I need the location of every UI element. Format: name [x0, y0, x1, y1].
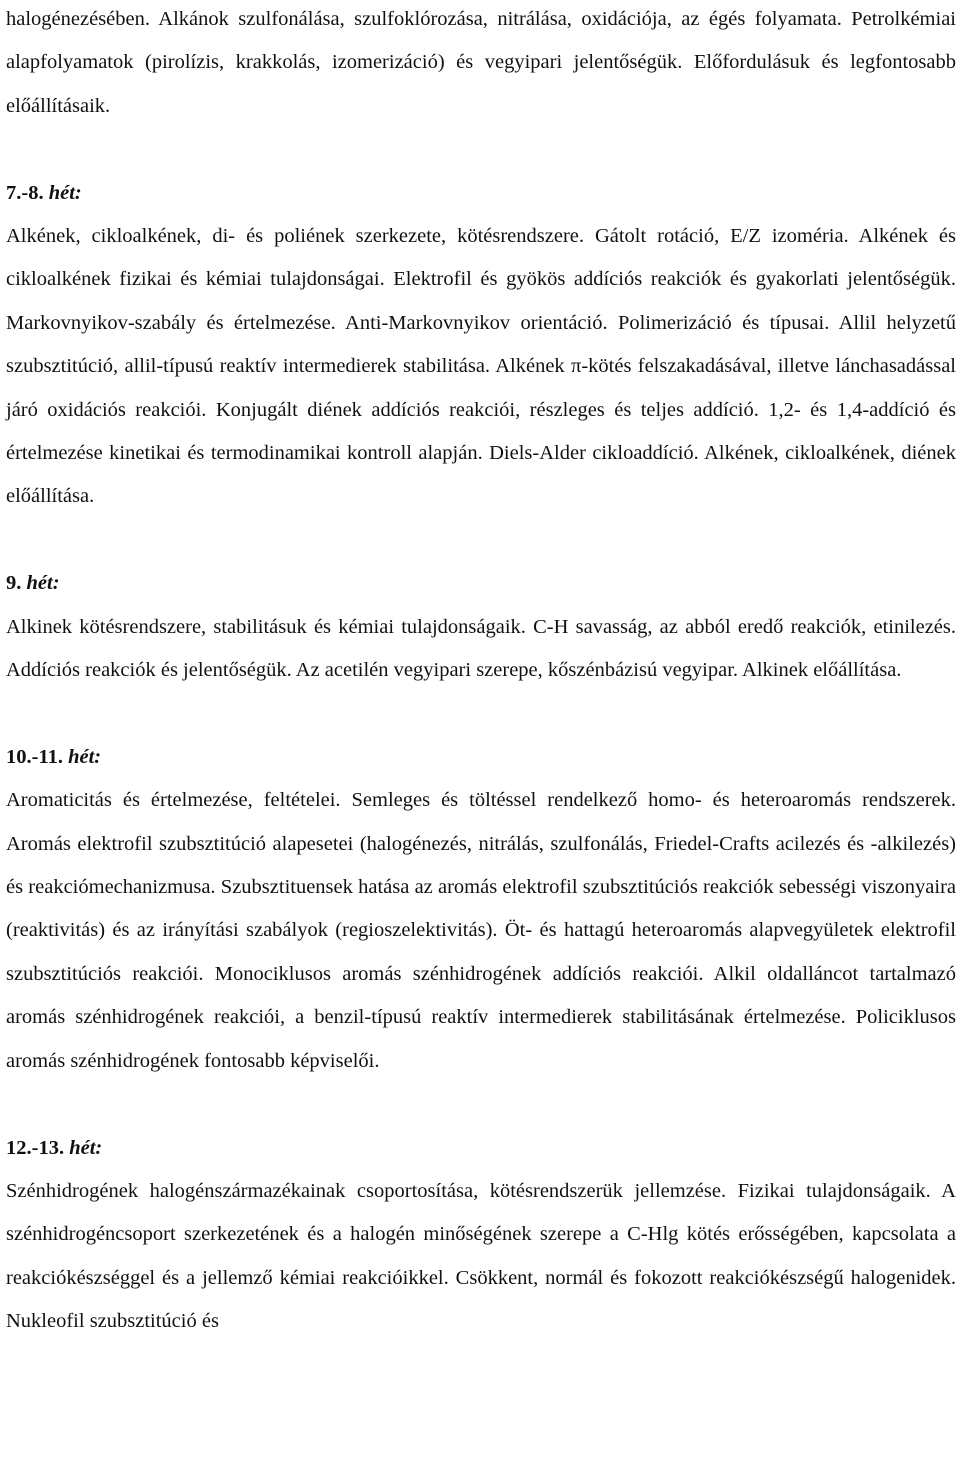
document-page	[6, 0, 956, 1344]
section-number: 9.	[6, 572, 22, 595]
section-number: 7.-8.	[6, 181, 44, 204]
week-label: hét:	[69, 1136, 103, 1159]
week-label: hét:	[48, 181, 82, 204]
section-spacer	[6, 128, 956, 171]
section-number: 12.-13.	[6, 1136, 65, 1159]
section-paragraph-9: Alkinek kötésrendszere, stabilitásuk és kémiai tulajdonságaik. C-H savasság, az abból eredő reakciók, etinilezés. Addíciós reakciók és jelentőségük. Az acetilén vegyipari szerepe, kőszénbázisú vegyipar. Alkinek előállítása.	[6, 615, 956, 682]
section-spacer	[6, 692, 956, 735]
intro-paragraph: halogénezésében. Alkánok szulfonálása, szulfoklórozása, nitrálása, oxidációja, az égés folyamata. Petrolkémiai alapfolyamatok (pirolízis, krakkolás, izomerizáció) és vegyipari jelentőségük. Előfordulásuk és legfontosabb előállításaik.	[6, 8, 956, 117]
section-heading-12-13	[6, 1127, 956, 1170]
section-heading-7-8	[6, 172, 956, 215]
section-number: 10.-11.	[6, 745, 63, 768]
section-heading-10-11	[6, 736, 956, 779]
section-heading-9	[6, 562, 956, 605]
section-paragraph-12-13: Szénhidrogének halogénszármazékainak csoportosítása, kötésrendszerük jellemzése. Fizikai tulajdonságaik. A szénhidrogéncsoport szerkezetének és a halogén minőségének szerepe a C-Hlg kötés erősségében, kapcsolata a reakciókészséggel és a jellemző kémiai reakcióikkel. Csökkent, normál és fokozott reakciókészségű halogenidek. Nukleofil szubsztitúció és	[6, 1179, 956, 1333]
week-label: hét:	[26, 572, 60, 595]
section-spacer	[6, 1083, 956, 1126]
section-paragraph-10-11: Aromaticitás és értelmezése, feltételei. Semleges és töltéssel rendelkező homo- és heteroaromás rendszerek. Aromás elektrofil szubsztitúció alapesetei (halogénezés, nitrálás, szulfonálás, Friedel-Crafts acilezés és -alkilezés) és reakciómechanizmusa. Szubsztituensek hatása az aromás elektrofil szubsztitúciós reakciók sebességi viszonyaira (reaktivitás) és az irányítási szabályok (regioszelektivitás). Öt- és hattagú heteroaromás alapvegyületek elektrofil szubsztitúciós reakciói. Monociklusos aromás szénhidrogének addíciós reakciói. Alkil oldalláncot tartalmazó aromás szénhidrogének reakciói, a benzil-típusú reaktív intermedierek stabilitásának értelmezése. Policiklusos aromás szénhidrogének fontosabb képviselői.	[6, 789, 956, 1072]
section-spacer	[6, 519, 956, 562]
section-paragraph-7-8: Alkének, cikloalkének, di- és poliének szerkezete, kötésrendszere. Gátolt rotáció, E/Z izoméria. Alkének és cikloalkének fizikai és kémiai tulajdonságai. Elektrofil és gyökös addíciós reakciók és gyakorlati jelentőségük. Markovnyikov-szabály és értelmezése. Anti-Markovnyikov orientáció. Polimerizáció és típusai. Allil helyzetű szubsztitúció, allil-típusú reaktív intermedierek stabilitása. Alkének π-kötés felszakadásával, illetve lánchasadással járó oxidációs reakciói. Konjugált diének addíciós reakciói, részleges és teljes addíció. 1,2- és 1,4-addíció és értelmezése kinetikai és termodinamikai kontroll alapján. Diels-Alder cikloaddíció. Alkének, cikloalkének, diének előállítása.	[6, 225, 956, 508]
week-label: hét:	[68, 745, 102, 768]
